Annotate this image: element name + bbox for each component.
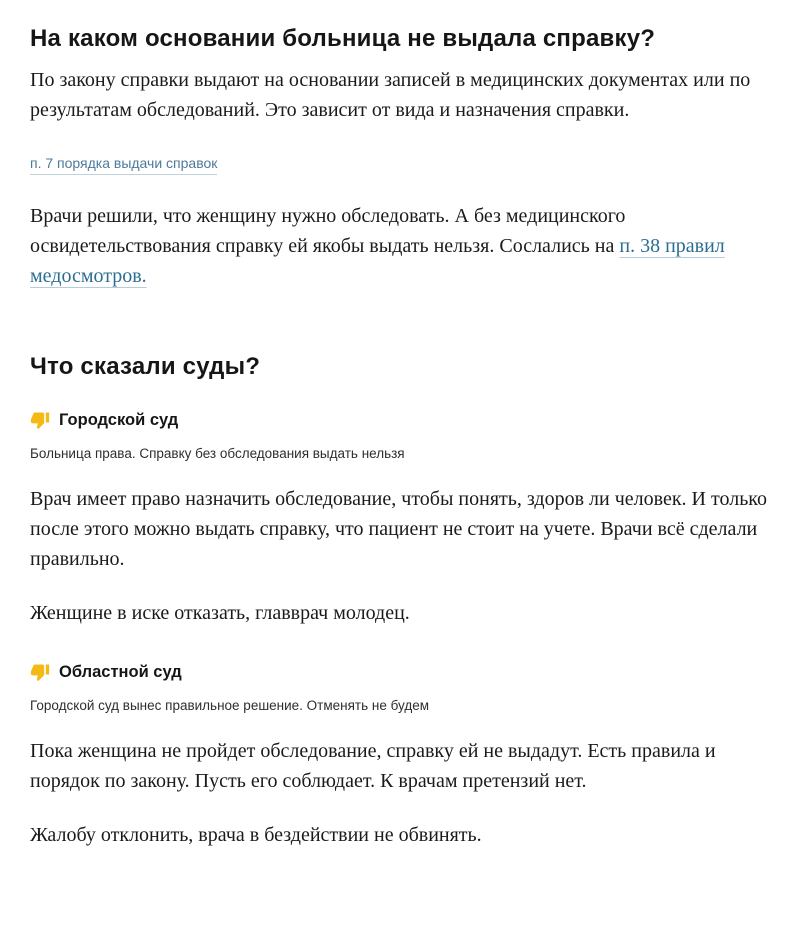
court-verdict: Больница права. Справку без обследования выдать нельзя <box>30 446 405 462</box>
court-opinion-paragraph: Врач имеет право назначить обследование, чтобы понять, здоров ли человек. И только после этого можно выдать справку, что пациент не стоит на учете. Врачи всё сделали правильно. <box>30 488 768 571</box>
court-verdict: Городской суд вынес правильное решение. Отменять не будем <box>30 698 429 714</box>
court-header <box>30 662 769 682</box>
court-decision-paragraph: Женщине в иске отказать, главврач молодец. <box>30 602 410 625</box>
reference-link[interactable]: п. 7 порядка выдачи справок <box>30 155 217 175</box>
court-opinion-paragraph: Пока женщина не пройдет обследование, справку ей не выдадут. Есть правила и порядок по закону. Пусть его соблюдает. К врачам претензий нет. <box>30 740 716 793</box>
body-paragraph <box>30 201 769 291</box>
body-paragraph-text: Врачи решили, что женщину нужно обследовать. А без медицинского освидетельствования справку ей якобы выдать нельзя. Сослались на <box>30 204 626 257</box>
thumb-down-icon <box>30 410 50 430</box>
court-name: Городской суд <box>59 410 179 429</box>
court-decision-paragraph: Жалобу отклонить, врача в бездействии не обвинять. <box>30 824 482 847</box>
page-title: На каком основании больница не выдала справку? <box>30 25 656 52</box>
reference-link-row <box>30 155 769 201</box>
court-name: Областной суд <box>59 662 182 681</box>
court-header <box>30 410 769 430</box>
thumb-down-icon <box>30 662 50 682</box>
court-block-city <box>30 410 769 628</box>
courts-heading: Что сказали суды? <box>30 352 261 380</box>
intro-paragraph: По закону справки выдают на основании записей в медицинских документах или по результатам обследований. Это зависит от вида и назначения справки. <box>30 68 751 121</box>
courts-section <box>30 353 769 851</box>
court-block-regional <box>30 662 769 850</box>
inline-law-link[interactable]: п. 38 правил медосмотров. <box>30 234 725 287</box>
